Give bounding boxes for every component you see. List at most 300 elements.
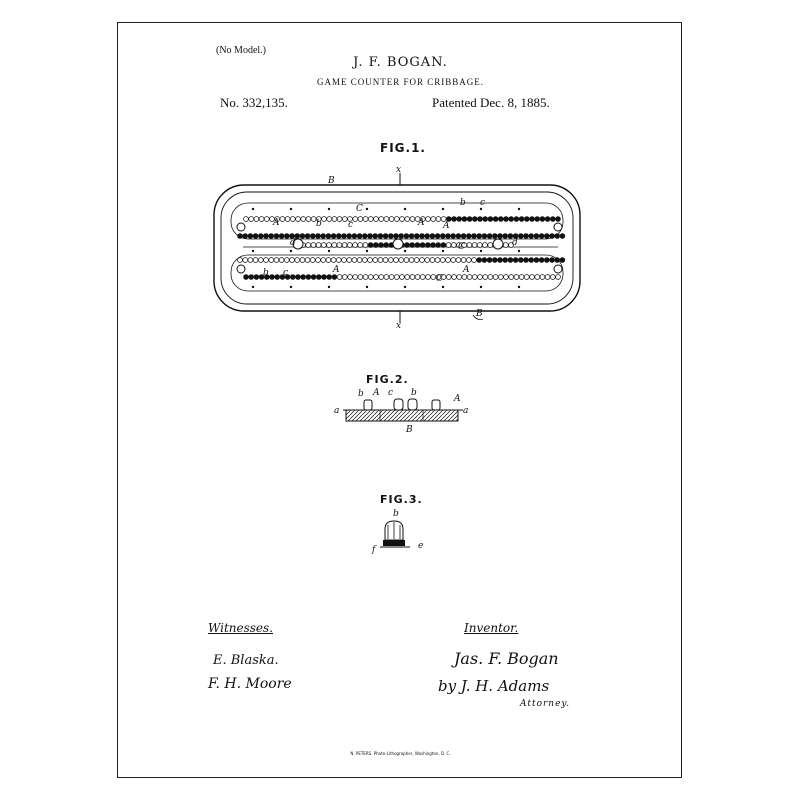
bead (254, 217, 259, 222)
bead (550, 217, 555, 222)
bead (514, 217, 519, 222)
bead (560, 258, 565, 263)
bead (353, 243, 358, 248)
bead (492, 258, 497, 263)
bead (269, 258, 274, 263)
bead (243, 234, 248, 239)
bead (461, 234, 466, 239)
bead (342, 258, 347, 263)
bead (518, 234, 523, 239)
fig2-ref-A-top: A (373, 388, 380, 398)
bead (243, 258, 248, 263)
bead (342, 217, 347, 222)
bead (238, 258, 243, 263)
bead (540, 275, 545, 280)
inventor-name: J. F. BOGAN. (353, 55, 448, 70)
bead (545, 217, 550, 222)
bead (384, 217, 389, 222)
attorney-signature: by J. H. Adams (438, 677, 550, 695)
bead (478, 217, 483, 222)
bead (415, 243, 420, 248)
bead (503, 234, 508, 239)
bead (394, 258, 399, 263)
fig2-base (346, 410, 458, 421)
bead (404, 234, 409, 239)
fig1-ref-c2: c (348, 220, 354, 230)
peg-hole (480, 286, 482, 288)
bead (466, 258, 471, 263)
bead (488, 243, 493, 248)
bead (498, 275, 503, 280)
bead (316, 275, 321, 280)
bead (535, 275, 540, 280)
fig1-ref-A4: A (333, 265, 340, 275)
fig1-ref-C-top: C (356, 204, 363, 214)
bead (425, 258, 430, 263)
bead (290, 258, 295, 263)
bead (431, 243, 436, 248)
bead (425, 243, 430, 248)
bead (379, 243, 384, 248)
bead (316, 243, 321, 248)
fig1-ref-B-top: B (328, 176, 335, 186)
bead (524, 258, 529, 263)
bead (306, 275, 311, 280)
fig1-ref-d1: d (290, 238, 296, 248)
fig2-label: FIG.2. (366, 373, 409, 386)
fig1-ref-A3: A (443, 221, 450, 231)
bead (487, 258, 492, 263)
bead (379, 275, 384, 280)
bead-large (237, 223, 245, 231)
bead (420, 234, 425, 239)
bead (388, 234, 393, 239)
fig2-drawing (118, 383, 683, 443)
peg-hole (442, 250, 444, 252)
bead (477, 258, 482, 263)
bead (431, 275, 436, 280)
bead (478, 275, 483, 280)
bead (545, 275, 550, 280)
bead (248, 258, 253, 263)
bead (503, 243, 508, 248)
bead (544, 258, 549, 263)
bead (342, 243, 347, 248)
bead (467, 275, 472, 280)
bead (394, 234, 399, 239)
bead (487, 234, 492, 239)
bead (498, 234, 503, 239)
bead (410, 275, 415, 280)
bead (353, 275, 358, 280)
bead (524, 275, 529, 280)
bead (560, 234, 565, 239)
bead (555, 258, 560, 263)
bead (472, 258, 477, 263)
bead (488, 217, 493, 222)
peg-hole (442, 286, 444, 288)
bead (321, 258, 326, 263)
bead (279, 234, 284, 239)
bead (280, 217, 285, 222)
fig1-ref-A2: A (418, 218, 425, 228)
bead (358, 275, 363, 280)
bead (358, 217, 363, 222)
bead (258, 258, 263, 263)
bead (477, 243, 482, 248)
model-note: (No Model.) (216, 45, 266, 56)
bead (374, 217, 379, 222)
bead (394, 275, 399, 280)
bead (362, 258, 367, 263)
bead (363, 217, 368, 222)
peg-hole (366, 208, 368, 210)
bead (426, 275, 431, 280)
bead (384, 275, 389, 280)
bead (399, 234, 404, 239)
bead (316, 258, 321, 263)
bead (301, 275, 306, 280)
bead (504, 275, 509, 280)
bead (425, 234, 430, 239)
bead (264, 217, 269, 222)
bead (462, 217, 467, 222)
witness-2-signature: F. H. Moore (208, 676, 292, 692)
bead (452, 275, 457, 280)
bead (472, 275, 477, 280)
bead (420, 275, 425, 280)
fig1-ref-B-bottom: B (476, 309, 483, 319)
bead (270, 275, 275, 280)
bead (326, 234, 331, 239)
peg-hole (366, 250, 368, 252)
bead (514, 275, 519, 280)
bead (337, 217, 342, 222)
bead (290, 275, 295, 280)
patent-sheet (117, 22, 682, 778)
bead (275, 275, 280, 280)
bead (258, 234, 263, 239)
bead (420, 243, 425, 248)
bead (290, 217, 295, 222)
bead (373, 258, 378, 263)
bead (414, 258, 419, 263)
peg-hole (252, 286, 254, 288)
bead (327, 275, 332, 280)
bead (384, 243, 389, 248)
fig2-ref-c: c (388, 388, 394, 398)
bead (540, 217, 545, 222)
peg-hole (480, 208, 482, 210)
bead (524, 217, 529, 222)
bead-large (554, 265, 562, 273)
bead (336, 234, 341, 239)
bead (452, 217, 457, 222)
peg-hole (480, 250, 482, 252)
bead (264, 234, 269, 239)
fig3-ref-b: b (393, 509, 399, 519)
bead (435, 234, 440, 239)
peg-hole (366, 286, 368, 288)
peg-hole (328, 250, 330, 252)
bead (504, 217, 509, 222)
bead (435, 258, 440, 263)
fig3-peg-stem (383, 540, 405, 546)
peg-hole (252, 208, 254, 210)
bead (550, 234, 555, 239)
bead (529, 258, 534, 263)
bead (415, 275, 420, 280)
bead (446, 234, 451, 239)
peg-hole (518, 250, 520, 252)
bead (472, 234, 477, 239)
bead (352, 258, 357, 263)
bead (399, 258, 404, 263)
bead (301, 217, 306, 222)
bead (518, 258, 523, 263)
fig2-ref-A-right: A (454, 394, 461, 404)
attorney-role: Attorney. (520, 699, 571, 709)
bead (331, 258, 336, 263)
fig1-ref-b1: b (460, 198, 466, 208)
bead (492, 234, 497, 239)
bead (347, 258, 352, 263)
bead (446, 275, 451, 280)
bead (483, 217, 488, 222)
inventor-heading: Inventor. (464, 621, 519, 635)
bead (238, 234, 243, 239)
peg-hole (290, 286, 292, 288)
fig1-ref-A1: A (273, 218, 280, 228)
bead (347, 234, 352, 239)
bead (430, 258, 435, 263)
bead (457, 275, 462, 280)
bead (337, 275, 342, 280)
bead (332, 243, 337, 248)
bead (249, 275, 254, 280)
bead (555, 234, 560, 239)
bead (539, 258, 544, 263)
bead (300, 234, 305, 239)
bead (550, 258, 555, 263)
bead (322, 217, 327, 222)
bead (388, 258, 393, 263)
fig1-ref-c3: c (283, 268, 289, 278)
patent-number: No. 332,135. (220, 95, 288, 110)
bead (426, 217, 431, 222)
bead (342, 275, 347, 280)
bead (274, 234, 279, 239)
bead (457, 217, 462, 222)
bead (524, 234, 529, 239)
bead (332, 217, 337, 222)
bead (327, 243, 332, 248)
bead (321, 234, 326, 239)
bead (373, 234, 378, 239)
bead (530, 217, 535, 222)
bead (472, 243, 477, 248)
bead (430, 234, 435, 239)
bead-large (237, 265, 245, 273)
bead (488, 275, 493, 280)
fig3-ref-e: e (418, 541, 424, 551)
bead (347, 243, 352, 248)
fig1-ref-d2: d (512, 238, 518, 248)
bead (326, 258, 331, 263)
bead (296, 217, 301, 222)
bead (269, 234, 274, 239)
bead (519, 217, 524, 222)
bead (503, 258, 508, 263)
bead (295, 258, 300, 263)
fig2-ref-b1: b (358, 389, 364, 399)
bead (530, 275, 535, 280)
bead (342, 234, 347, 239)
bead (332, 275, 337, 280)
peg-hole (404, 286, 406, 288)
bead (253, 234, 258, 239)
bead (368, 243, 373, 248)
bead-large (393, 239, 403, 249)
bead (405, 275, 410, 280)
bead (509, 275, 514, 280)
fig1-drawing (118, 23, 683, 353)
bead (544, 234, 549, 239)
bead (529, 234, 534, 239)
bead (378, 234, 383, 239)
fig3-drawing (118, 505, 683, 565)
bead (508, 258, 513, 263)
bead (440, 258, 445, 263)
bead (311, 275, 316, 280)
bead (451, 258, 456, 263)
fig1-ref-x-bottom: x (396, 321, 402, 331)
bead (509, 217, 514, 222)
fig1-ref-b3: b (263, 268, 269, 278)
bead (467, 243, 472, 248)
bead (400, 217, 405, 222)
inventor-signature: Jas. F. Bogan (454, 649, 559, 668)
bead (374, 275, 379, 280)
bead (420, 258, 425, 263)
bead (383, 234, 388, 239)
bead (446, 258, 451, 263)
bead (467, 217, 472, 222)
bead (353, 217, 358, 222)
bead (456, 234, 461, 239)
bead (306, 243, 311, 248)
bead (483, 243, 488, 248)
patent-subtitle: GAME COUNTER FOR CRIBBAGE. (316, 77, 484, 87)
bead (410, 243, 415, 248)
bead (409, 234, 414, 239)
fig1-ref-A5: A (463, 265, 470, 275)
fig1-label: FIG.1. (380, 141, 426, 155)
bead (436, 217, 441, 222)
witness-1-signature: E. Blaska. (213, 653, 279, 668)
bead (466, 234, 471, 239)
bead (493, 275, 498, 280)
bead (368, 258, 373, 263)
bead (368, 234, 373, 239)
bead (482, 234, 487, 239)
bead (493, 217, 498, 222)
bead (259, 217, 264, 222)
bead (373, 243, 378, 248)
peg-hole (442, 208, 444, 210)
bead (358, 243, 363, 248)
bead (462, 275, 467, 280)
bead (310, 234, 315, 239)
bead (535, 217, 540, 222)
bead (383, 258, 388, 263)
bead (482, 258, 487, 263)
bead (404, 258, 409, 263)
fig2-ref-a-left: a (334, 406, 340, 416)
peg-hole (404, 250, 406, 252)
bead (405, 217, 410, 222)
peg-hole (518, 286, 520, 288)
peg-hole (290, 208, 292, 210)
bead (539, 234, 544, 239)
bead (441, 243, 446, 248)
witnesses-heading: Witnesses. (208, 621, 274, 635)
fig2-ref-B: B (406, 425, 413, 435)
fig3-ref-f: f (372, 545, 376, 555)
bead (264, 258, 269, 263)
peg-hole (404, 208, 406, 210)
bead (248, 234, 253, 239)
bead (279, 258, 284, 263)
bead (274, 258, 279, 263)
bead-large (554, 223, 562, 231)
bead (254, 275, 259, 280)
bead (534, 258, 539, 263)
bead (321, 243, 326, 248)
bead (362, 234, 367, 239)
bead (363, 243, 368, 248)
bead (498, 217, 503, 222)
bead (337, 243, 342, 248)
bead (368, 275, 373, 280)
bead-large (493, 239, 503, 249)
bead (296, 275, 301, 280)
bead (394, 217, 399, 222)
fig2-ref-a-right: a (463, 406, 469, 416)
bead (405, 243, 410, 248)
bead (436, 243, 441, 248)
bead (431, 217, 436, 222)
bead (477, 234, 482, 239)
bead (378, 258, 383, 263)
bead (556, 275, 561, 280)
patent-date: Patented Dec. 8, 1885. (432, 95, 550, 110)
fig1-ref-b2: b (316, 219, 322, 229)
peg-hole (518, 208, 520, 210)
bead (368, 217, 373, 222)
bead (534, 234, 539, 239)
bead (451, 234, 456, 239)
bead (244, 275, 249, 280)
bead (352, 234, 357, 239)
bead (461, 258, 466, 263)
fig2-ref-b2: b (411, 388, 417, 398)
bead (409, 258, 414, 263)
bead (363, 275, 368, 280)
fig3-label: FIG.3. (380, 493, 423, 506)
bead (513, 258, 518, 263)
bead (472, 217, 477, 222)
